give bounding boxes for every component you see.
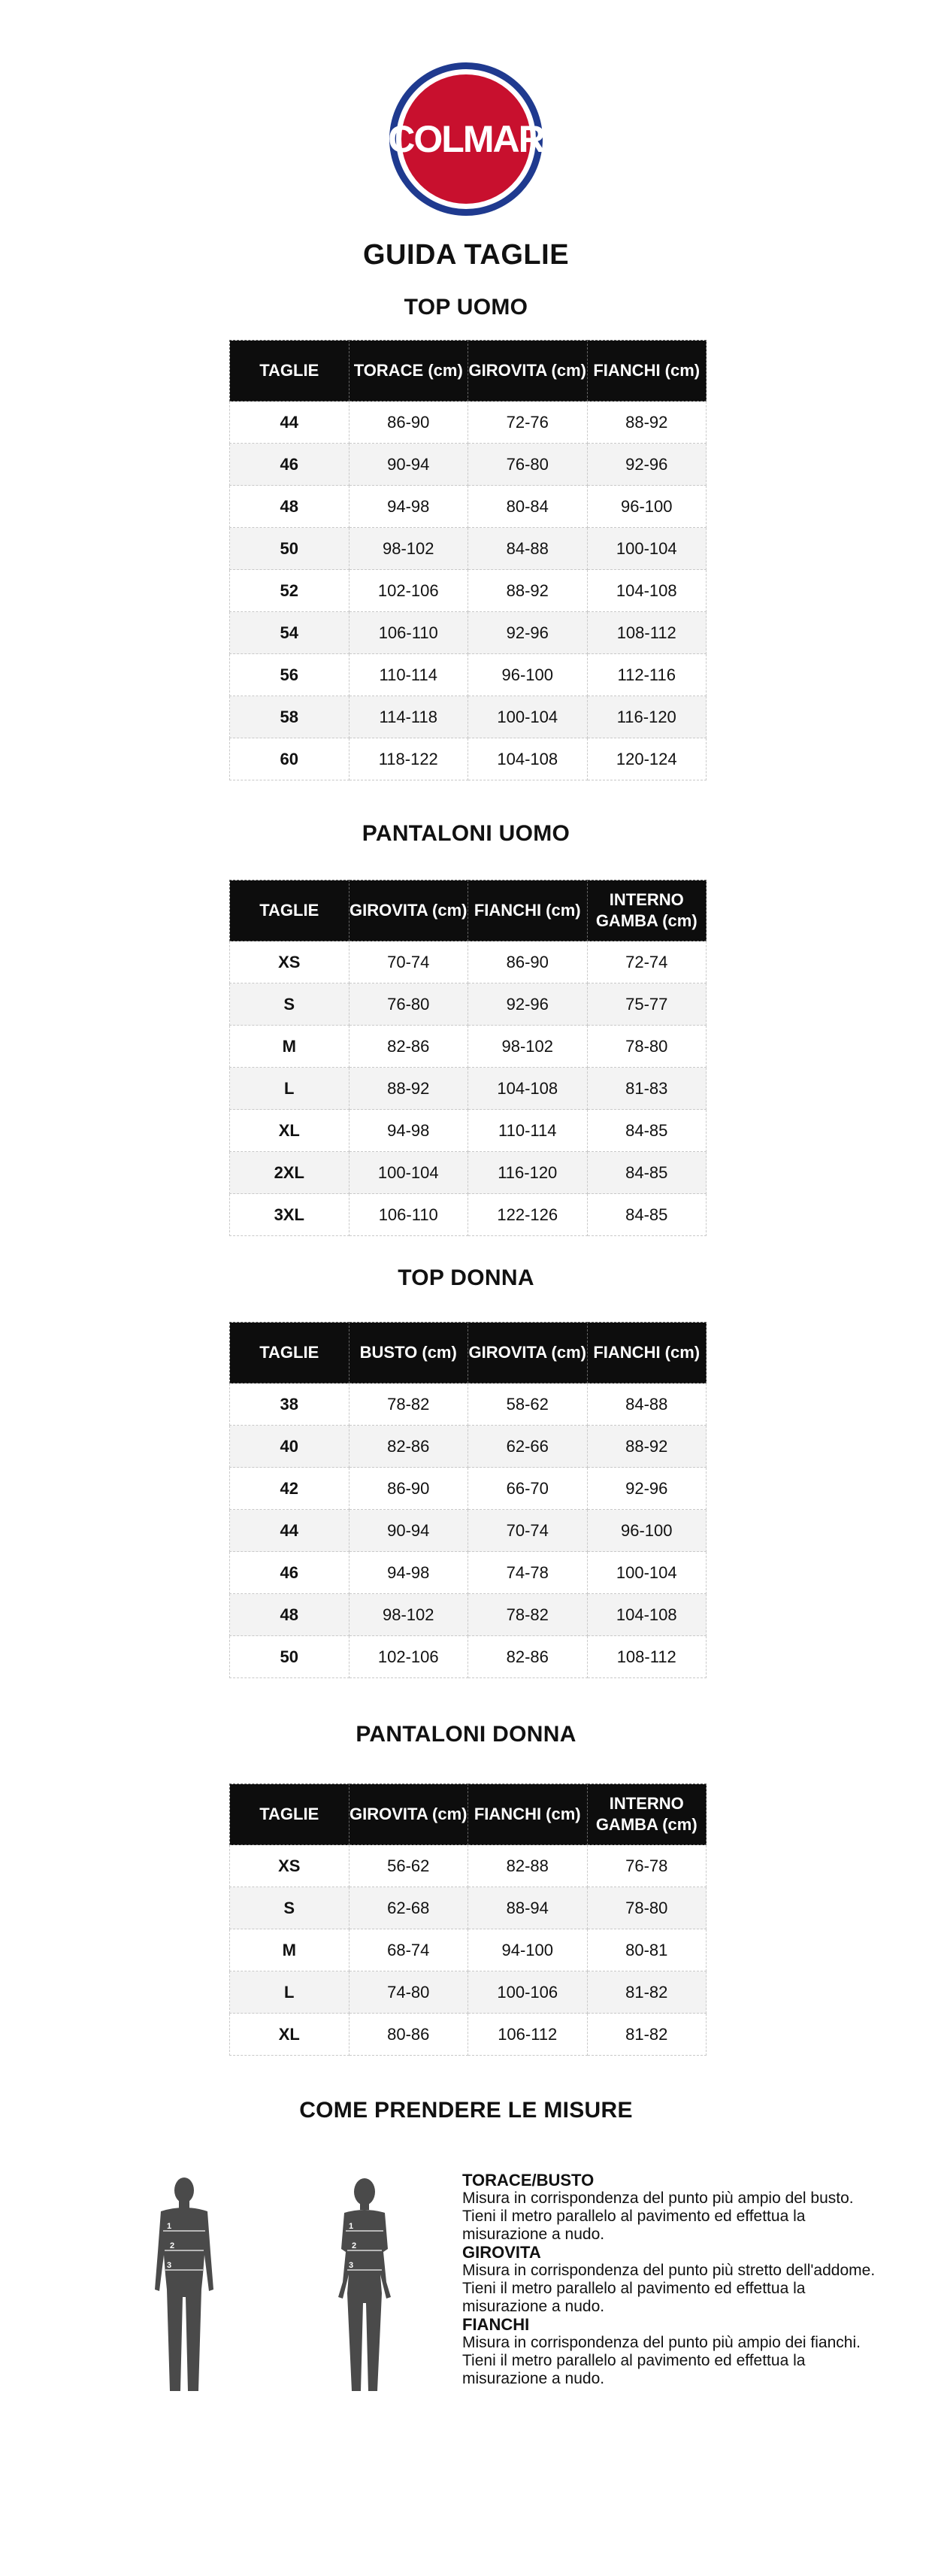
table-top-uomo: [229, 340, 707, 780]
column-header: TAGLIE: [230, 341, 350, 402]
column-header: GIROVITA (cm): [349, 880, 468, 941]
measure-cell: 92-96: [468, 612, 588, 654]
measure-desc-fianchi: Misura in corrispondenza del punto più ampio dei fianchi. Tieni il metro parallelo al pavimento ed effettua la misurazione a nudo.: [462, 2334, 861, 2387]
measure-cell: 122-126: [468, 1194, 588, 1236]
measure-cell: 78-80: [587, 1026, 707, 1068]
measure-cell: 100-104: [587, 1552, 707, 1594]
column-header: FIANCHI (cm): [468, 880, 588, 941]
size-cell: 60: [230, 738, 350, 780]
size-cell: 44: [230, 402, 350, 444]
measure-cell: 88-92: [349, 1068, 468, 1110]
colmar-logo: [387, 60, 545, 218]
measure-cell: 70-74: [468, 1510, 588, 1552]
size-cell: 56: [230, 654, 350, 696]
measure-cell: 74-80: [349, 1971, 468, 2014]
size-cell: M: [230, 1026, 350, 1068]
table-row: [230, 1383, 707, 1426]
measure-cell: 88-92: [587, 1426, 707, 1468]
measure-cell: 110-114: [349, 654, 468, 696]
measure-cell: 66-70: [468, 1468, 588, 1510]
measure-cell: 70-74: [349, 941, 468, 983]
table-row: [230, 738, 707, 780]
section-title-top-uomo: TOP UOMO: [404, 295, 528, 320]
size-cell: XS: [230, 1845, 350, 1887]
column-header: FIANCHI (cm): [587, 341, 707, 402]
size-cell: XS: [230, 941, 350, 983]
measure-desc-torace: Misura in corrispondenza del punto più ampio del busto. Tieni il metro parallelo al pavimento ed effettua la misurazione a nudo.: [462, 2190, 854, 2243]
table-row: [230, 1845, 707, 1887]
measure-cell: 102-106: [349, 570, 468, 612]
measure-cell: 98-102: [468, 1026, 588, 1068]
measure-cell: 76-78: [587, 1845, 707, 1887]
size-cell: L: [230, 1971, 350, 2014]
measure-cell: 78-82: [468, 1594, 588, 1636]
measure-cell: 92-96: [587, 1468, 707, 1510]
measure-cell: 90-94: [349, 1510, 468, 1552]
measure-cell: 81-82: [587, 2014, 707, 2056]
measure-cell: 72-76: [468, 402, 588, 444]
size-cell: 3XL: [230, 1194, 350, 1236]
measure-term-girovita: GIROVITA: [462, 2243, 541, 2262]
table-row: [230, 444, 707, 486]
size-cell: 46: [230, 1552, 350, 1594]
measure-cell: 114-118: [349, 696, 468, 738]
measure-cell: 58-62: [468, 1383, 588, 1426]
column-header: TAGLIE: [230, 1784, 350, 1845]
figure-label-1: 1: [167, 2222, 172, 2231]
measure-cell: 118-122: [349, 738, 468, 780]
section-title-come-prendere-misure: COME PRENDERE LE MISURE: [299, 2098, 633, 2123]
measure-cell: 92-96: [587, 444, 707, 486]
measure-cell: 106-110: [349, 1194, 468, 1236]
measure-cell: 100-106: [468, 1971, 588, 2014]
figure-label-3: 3: [349, 2261, 354, 2270]
measure-cell: 56-62: [349, 1845, 468, 1887]
size-cell: 46: [230, 444, 350, 486]
measure-cell: 88-92: [468, 570, 588, 612]
measure-cell: 94-98: [349, 1552, 468, 1594]
measure-cell: 86-90: [349, 1468, 468, 1510]
size-cell: 40: [230, 1426, 350, 1468]
size-cell: 42: [230, 1468, 350, 1510]
size-cell: 50: [230, 528, 350, 570]
table-pantaloni-uomo: [229, 880, 707, 1236]
measure-cell: 88-94: [468, 1887, 588, 1929]
measure-cell: 98-102: [349, 1594, 468, 1636]
column-header: TAGLIE: [230, 1323, 350, 1383]
measure-cell: 110-114: [468, 1110, 588, 1152]
table-row: [230, 1468, 707, 1510]
measure-cell: 88-92: [587, 402, 707, 444]
measure-cell: 86-90: [349, 402, 468, 444]
table-row: [230, 1194, 707, 1236]
measure-cell: 106-110: [349, 612, 468, 654]
column-header: FIANCHI (cm): [587, 1323, 707, 1383]
size-cell: 44: [230, 1510, 350, 1552]
measure-cell: 84-85: [587, 1110, 707, 1152]
column-header: INTERNO GAMBA (cm): [587, 1784, 707, 1845]
measure-cell: 116-120: [587, 696, 707, 738]
size-cell: XL: [230, 2014, 350, 2056]
measure-cell: 92-96: [468, 983, 588, 1026]
table-row: [230, 1887, 707, 1929]
size-cell: XL: [230, 1110, 350, 1152]
section-title-top-donna: TOP DONNA: [398, 1265, 534, 1290]
size-cell: 58: [230, 696, 350, 738]
measure-cell: 104-108: [468, 1068, 588, 1110]
measure-cell: 81-83: [587, 1068, 707, 1110]
column-header: TORACE (cm): [349, 341, 468, 402]
size-cell: M: [230, 1929, 350, 1971]
column-header: BUSTO (cm): [349, 1323, 468, 1383]
measure-cell: 84-85: [587, 1194, 707, 1236]
measure-cell: 82-86: [349, 1426, 468, 1468]
column-header: FIANCHI (cm): [468, 1784, 588, 1845]
logo-text: COLMAR: [388, 118, 544, 160]
size-cell: S: [230, 983, 350, 1026]
measure-cell: 94-98: [349, 486, 468, 528]
measure-cell: 80-86: [349, 2014, 468, 2056]
size-cell: 52: [230, 570, 350, 612]
measure-cell: 104-108: [587, 1594, 707, 1636]
female-figure-icon: [331, 2177, 398, 2391]
measure-cell: 84-88: [587, 1383, 707, 1426]
size-cell: S: [230, 1887, 350, 1929]
size-cell: 2XL: [230, 1152, 350, 1194]
measure-cell: 98-102: [349, 528, 468, 570]
measure-cell: 96-100: [468, 654, 588, 696]
measure-cell: 82-86: [349, 1026, 468, 1068]
table-row: [230, 486, 707, 528]
measure-cell: 108-112: [587, 612, 707, 654]
table-header-row: [230, 1323, 707, 1383]
figure-label-2: 2: [170, 2241, 175, 2250]
column-header: INTERNO GAMBA (cm): [587, 880, 707, 941]
table-row: [230, 1510, 707, 1552]
size-cell: L: [230, 1068, 350, 1110]
measure-cell: 116-120: [468, 1152, 588, 1194]
size-cell: 54: [230, 612, 350, 654]
measure-cell: 86-90: [468, 941, 588, 983]
measure-cell: 82-86: [468, 1636, 588, 1678]
measure-cell: 80-81: [587, 1929, 707, 1971]
measure-cell: 100-104: [587, 528, 707, 570]
size-cell: 48: [230, 1594, 350, 1636]
table-top-donna: [229, 1322, 707, 1678]
table-row: [230, 983, 707, 1026]
measure-cell: 94-100: [468, 1929, 588, 1971]
measure-cell: 106-112: [468, 2014, 588, 2056]
measure-cell: 96-100: [587, 486, 707, 528]
table-row: [230, 1971, 707, 2014]
table-row: [230, 612, 707, 654]
measure-cell: 84-88: [468, 528, 588, 570]
table-header-row: [230, 341, 707, 402]
measure-term-fianchi: FIANCHI: [462, 2315, 530, 2334]
measure-cell: 75-77: [587, 983, 707, 1026]
measure-cell: 76-80: [468, 444, 588, 486]
measure-cell: 62-68: [349, 1887, 468, 1929]
table-row: [230, 570, 707, 612]
size-cell: 48: [230, 486, 350, 528]
measure-cell: 76-80: [349, 983, 468, 1026]
table-header-row: [230, 880, 707, 941]
table-row: [230, 1152, 707, 1194]
measure-cell: 96-100: [587, 1510, 707, 1552]
measure-cell: 80-84: [468, 486, 588, 528]
size-cell: 38: [230, 1383, 350, 1426]
table-row: [230, 696, 707, 738]
table-row: [230, 528, 707, 570]
measure-cell: 72-74: [587, 941, 707, 983]
table-row: [230, 1552, 707, 1594]
table-row: [230, 1594, 707, 1636]
measure-cell: 78-80: [587, 1887, 707, 1929]
measure-cell: 108-112: [587, 1636, 707, 1678]
measure-cell: 82-88: [468, 1845, 588, 1887]
figure-label-3: 3: [167, 2261, 172, 2270]
column-header: GIROVITA (cm): [468, 341, 588, 402]
measure-cell: 100-104: [349, 1152, 468, 1194]
table-header-row: [230, 1784, 707, 1845]
section-title-pantaloni-donna: PANTALONI DONNA: [356, 1722, 576, 1747]
table-row: [230, 941, 707, 983]
measure-instructions: [462, 2171, 876, 2388]
page-title: GUIDA TAGLIE: [362, 239, 570, 271]
measure-desc-girovita: Misura in corrispondenza del punto più stretto dell'addome. Tieni il metro parallelo al pavimento ed effettua la misurazione a nudo.: [462, 2262, 876, 2315]
measure-cell: 90-94: [349, 444, 468, 486]
table-row: [230, 654, 707, 696]
table-row: [230, 1026, 707, 1068]
figure-label-2: 2: [352, 2241, 357, 2250]
measure-cell: 112-116: [587, 654, 707, 696]
figure-label-1: 1: [349, 2222, 354, 2231]
measure-cell: 104-108: [587, 570, 707, 612]
measure-cell: 120-124: [587, 738, 707, 780]
table-pantaloni-donna: [229, 1784, 707, 2056]
table-row: [230, 2014, 707, 2056]
measure-cell: 94-98: [349, 1110, 468, 1152]
measure-cell: 81-82: [587, 1971, 707, 2014]
measure-cell: 102-106: [349, 1636, 468, 1678]
table-row: [230, 1068, 707, 1110]
table-row: [230, 402, 707, 444]
measure-cell: 100-104: [468, 696, 588, 738]
measure-cell: 78-82: [349, 1383, 468, 1426]
column-header: GIROVITA (cm): [468, 1323, 588, 1383]
male-figure-icon: [150, 2177, 218, 2391]
table-row: [230, 1929, 707, 1971]
measure-cell: 62-66: [468, 1426, 588, 1468]
table-row: [230, 1426, 707, 1468]
size-cell: 50: [230, 1636, 350, 1678]
column-header: TAGLIE: [230, 880, 350, 941]
measure-cell: 74-78: [468, 1552, 588, 1594]
column-header: GIROVITA (cm): [349, 1784, 468, 1845]
measure-cell: 68-74: [349, 1929, 468, 1971]
table-row: [230, 1636, 707, 1678]
section-title-pantaloni-uomo: PANTALONI UOMO: [362, 821, 570, 846]
table-row: [230, 1110, 707, 1152]
measure-term-torace: TORACE/BUSTO: [462, 2171, 595, 2190]
measure-cell: 104-108: [468, 738, 588, 780]
measure-cell: 84-85: [587, 1152, 707, 1194]
